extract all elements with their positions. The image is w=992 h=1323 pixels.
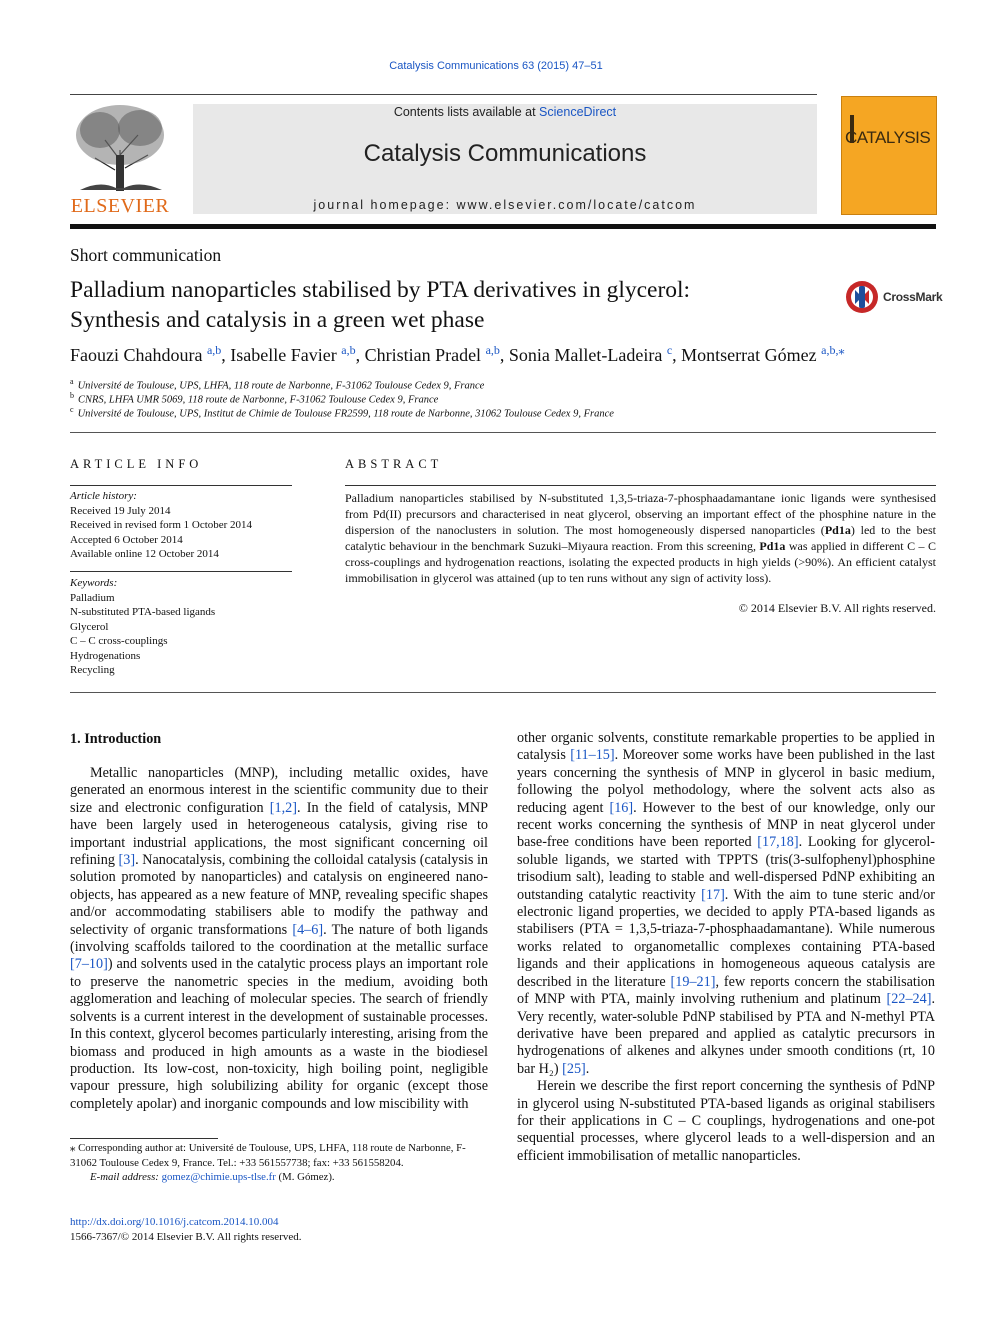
affil-text: Université de Toulouse, UPS, LHFA, 118 route de Narbonne, F-31062 Toulouse Cedex 9, France — [77, 380, 485, 392]
affiliation — [70, 377, 930, 392]
text: ) and solvents used in the catalytic process plays an important role to preserve the nanometric species in the medium, avoiding both agglomeration and leaching of molecular species. The search of friendly solvents is a current interest in the development of sustainable processes. In this context, glycerol becomes particularly interesting, arising from the biomass and produced in high amounts as a waste in the biodiesel production. Its low-cost, non-toxicity, high boiling point, negligible vapour pressure, high solubilizing ability for organic (except those completely apolar) and inorganic compounds and low miscibility with — [70, 956, 489, 1112]
header-rule — [70, 94, 817, 95]
header-thick-rule — [70, 224, 936, 229]
divider — [345, 485, 936, 486]
abstract-span: Palladium nanoparticles stabilised by N-substituted 1,3,5-triaza-7-phosphaadamantane ionic ligands were synthesised from Pd(II) precursors and characterised in neat glycerol, observing an important effect of the phosphine nature in the dispersion of the nanoclusters in solution. The most homogeneously dispersed nanoparticles ( — [345, 491, 936, 537]
email-label: E-mail address: — [90, 1171, 162, 1183]
email-link[interactable]: gomez@chimie.ups-tlse.fr — [161, 1171, 276, 1183]
reference-link[interactable]: [16] — [609, 799, 634, 816]
reference-link[interactable]: [3] — [118, 852, 136, 869]
divider — [70, 432, 936, 433]
bottom-meta — [70, 1215, 302, 1245]
reference-link[interactable]: [22–24] — [886, 991, 932, 1008]
contents-available — [193, 105, 817, 119]
keyword: N-substituted PTA-based ligands — [70, 606, 216, 618]
paragraph — [517, 730, 935, 1078]
doi-link[interactable]: http://dx.doi.org/10.1016/j.catcom.2014.10.004 — [70, 1216, 279, 1228]
text: . Looking for glycerol-soluble ligands, we started with TPPTS (tris(3-sulfophenyl)phosphine trisodium salt), leading to stable and well-dispersed PdNP exhibiting an outstanding catalytic reactivity — [517, 834, 935, 903]
keyword: Hydrogenations — [70, 649, 141, 662]
abstract-span: was applied in different C – C cross-couplings and hydrogenation reactions, isolating the expected products in high yields (>90%). An efficient catalyst immobilisation in glycerol was attained (up to ten runs without any sign of activity loss). — [345, 539, 937, 585]
publisher-logo-text: ELSEVIER — [70, 195, 170, 217]
paragraph — [70, 765, 488, 1113]
text: . With the aim to tune steric and/or electronic ligand properties, we decided to apply PTA-based ligands as stabilisers (PTA = 1,3,5-triaza-7-phosphaadamantane). While numerous works related to organometallic complexes containing PTA-based ligands and their applications in homogeneous aqueous catalysis are described in the literature — [517, 886, 935, 990]
body-column-left — [70, 765, 488, 1113]
paragraph: Herein we describe the first report concerning the synthesis of PdNP in glycerol using N-substituted PTA-based ligands as original stabilisers for their applications in C – C couplings, hydrogenations and one-pot sequential processes, where glycerol leads to a well-dispersion and an efficient immobilisation of metallic nanoparticles. — [517, 1078, 935, 1164]
affil-marker: b — [70, 391, 74, 400]
abstract-span: ) led to the best catalytic behaviour in the benchmark Suzuki–Miyaura reaction. From this screening, — [345, 523, 936, 553]
author-affil-sup[interactable]: a,b — [341, 343, 356, 357]
abstract-copyright: © 2014 Elsevier B.V. All rights reserved. — [738, 601, 936, 615]
text: Metallic nanoparticles (MNP), including metallic oxides, have generated an enormous interest in the scientific community due to their size and electronic configuration — [70, 765, 488, 816]
affil-marker: c — [70, 405, 74, 414]
history-item: Available online 12 October 2014 — [70, 548, 219, 560]
author[interactable]: Isabelle Favier — [230, 345, 337, 365]
contents-prefix: Contents lists available at — [393, 105, 540, 119]
sciencedirect-link[interactable]: ScienceDirect — [539, 105, 617, 119]
affil-text: Université de Toulouse, UPS, Institut de Chimie de Toulouse FR2599, 118 route de Narbonne, 31062 Toulouse Cedex 9, France — [77, 408, 614, 420]
keyword: Glycerol — [70, 620, 109, 633]
compound-label: Pd1a — [759, 539, 786, 553]
affil-marker: a — [70, 377, 74, 386]
article-title — [70, 275, 810, 335]
keyword: Palladium — [70, 591, 115, 604]
author[interactable]: Faouzi Chahdoura — [70, 345, 203, 365]
text: . Very recently, water-soluble PdNP stabilised by PTA and N-methyl PTA derivative have been prepared and applied as catalytic precursors in hydrogenations of alkenes and alkynes under smooth conditions (rt, 10 bar H₂) — [517, 991, 935, 1077]
keyword: Recycling — [70, 664, 115, 676]
author[interactable]: Montserrat Gómez — [681, 345, 817, 365]
issn-line: 1566-7367/© 2014 Elsevier B.V. All rights reserved. — [70, 1231, 302, 1243]
text: other organic solvents, constitute remarkable properties to be applied in catalysis — [517, 730, 935, 764]
text: . — [585, 1060, 590, 1077]
footnote-text: ⁎ Corresponding author at: Université de Toulouse, UPS, LHFA, 118 route de Narbonne, F-31062 Toulouse Cedex 9, France. Tel.: +33 561557738; fax: +33 561558204. — [70, 1142, 466, 1169]
history-item: Received 19 July 2014 — [70, 504, 171, 517]
reference-link[interactable]: [17] — [701, 886, 725, 903]
reference-link[interactable]: [19–21] — [670, 973, 716, 990]
text: . However to the best of our knowledge, only our recent works concerning the synthesis of MNP in neat glycerol under base-free conditions have been reported — [517, 799, 935, 851]
author-affil-sup[interactable]: c — [666, 343, 673, 357]
keywords-label: Keywords: — [70, 577, 118, 589]
title-line-1: Palladium nanoparticles stabilised by PTA derivatives in glycerol: — [70, 277, 691, 303]
journal-name: Catalysis Communications — [363, 140, 647, 167]
footnote-rule — [70, 1138, 218, 1139]
reference-link[interactable]: [4–6] — [292, 921, 324, 938]
reference-link[interactable]: [17,18] — [757, 834, 799, 851]
affiliation — [70, 405, 930, 420]
author[interactable]: Sonia Mallet-Ladeira — [508, 345, 663, 365]
reference-link[interactable]: [25] — [562, 1060, 586, 1077]
abstract-heading: ABSTRACT — [345, 457, 443, 471]
article-type: Short communication — [70, 245, 222, 265]
keywords — [70, 576, 310, 678]
crossmark-label[interactable]: CrossMark — [883, 290, 943, 304]
section-heading-introduction: 1. Introduction — [70, 731, 162, 747]
article-history — [70, 489, 310, 562]
text: . Moreover some works have been published in the last years concerning the synthesis of MNP in glycerol in basic medium, following the polyol methodology, where the solvent acts also as reducing agent — [517, 747, 935, 816]
body-column-right — [517, 730, 935, 1165]
keyword: C – C cross-couplings — [70, 635, 168, 647]
text: . The nature of both ligands (involving scaffolds tailored to the coordination at the metallic surface — [70, 921, 488, 956]
text: . Nanocatalysis, combining the colloidal catalysis (catalysis in solution promoted by nanoparticles) and catalysis on engineered nano-objects, has appeared as a new feature of MNP, revealing specific shapes and/or accommodating stabilisers able to modify the pathway and selectivity of organic transformations — [70, 852, 488, 938]
text: . In the field of catalysis, MNP have been largely used in heterogeneous catalysis, giving rise to important industrial applications, the most significant concerning oil refining — [70, 799, 488, 869]
email-line — [70, 1170, 490, 1185]
divider — [70, 485, 292, 486]
author-list: Faouzi Chahdoura $^{a,b}$, Isabelle Favier $^{a,b}$, Christian Pradel $^{a,b}$, Sonia Mallet-Ladeira $^c$, Montserrat Gómez $^{a,b,⁎}$ — [70, 343, 845, 365]
crossmark-icon[interactable] — [845, 280, 879, 314]
compound-label: Pd1a — [824, 523, 851, 537]
author-affil-sup[interactable]: a,b,⁎ — [821, 343, 845, 357]
history-label: Article history: — [70, 490, 137, 502]
history-item: Received in revised form 1 October 2014 — [70, 519, 253, 531]
divider — [70, 571, 292, 572]
author-affil-sup[interactable]: a,b — [206, 343, 222, 357]
divider — [70, 692, 936, 693]
affil-text: CNRS, LHFA UMR 5069, 118 route de Narbonne, F-31062 Toulouse Cedex 9, France — [78, 394, 439, 406]
affiliation — [70, 391, 930, 406]
journal-cover-image — [841, 96, 937, 215]
journal-homepage[interactable]: journal homepage: www.elsevier.com/locate/catcom — [313, 198, 697, 212]
title-line-2: Synthesis and catalysis in a green wet phase — [70, 307, 485, 333]
reference-link[interactable]: [1,2] — [269, 799, 297, 816]
cover-title: CATALYSIS — [845, 128, 931, 147]
reference-link[interactable]: [11–15] — [570, 747, 615, 764]
journal-citation[interactable]: Catalysis Communications 63 (2015) 47–51 — [389, 60, 603, 72]
article-info-heading: ARTICLE INFO — [70, 457, 203, 471]
text: , few reports concern the stabilisation of MNP with PTA, mainly involving ruthenium and platinum — [517, 973, 935, 1008]
author-affil-sup[interactable]: a,b — [485, 343, 500, 357]
corresponding-author-footnote — [70, 1141, 490, 1185]
reference-link[interactable]: [7–10] — [70, 956, 108, 973]
author[interactable]: Christian Pradel — [364, 345, 482, 365]
abstract-text — [345, 490, 936, 586]
history-item: Accepted 6 October 2014 — [70, 533, 183, 546]
email-suffix: (M. Gómez). — [275, 1171, 335, 1183]
